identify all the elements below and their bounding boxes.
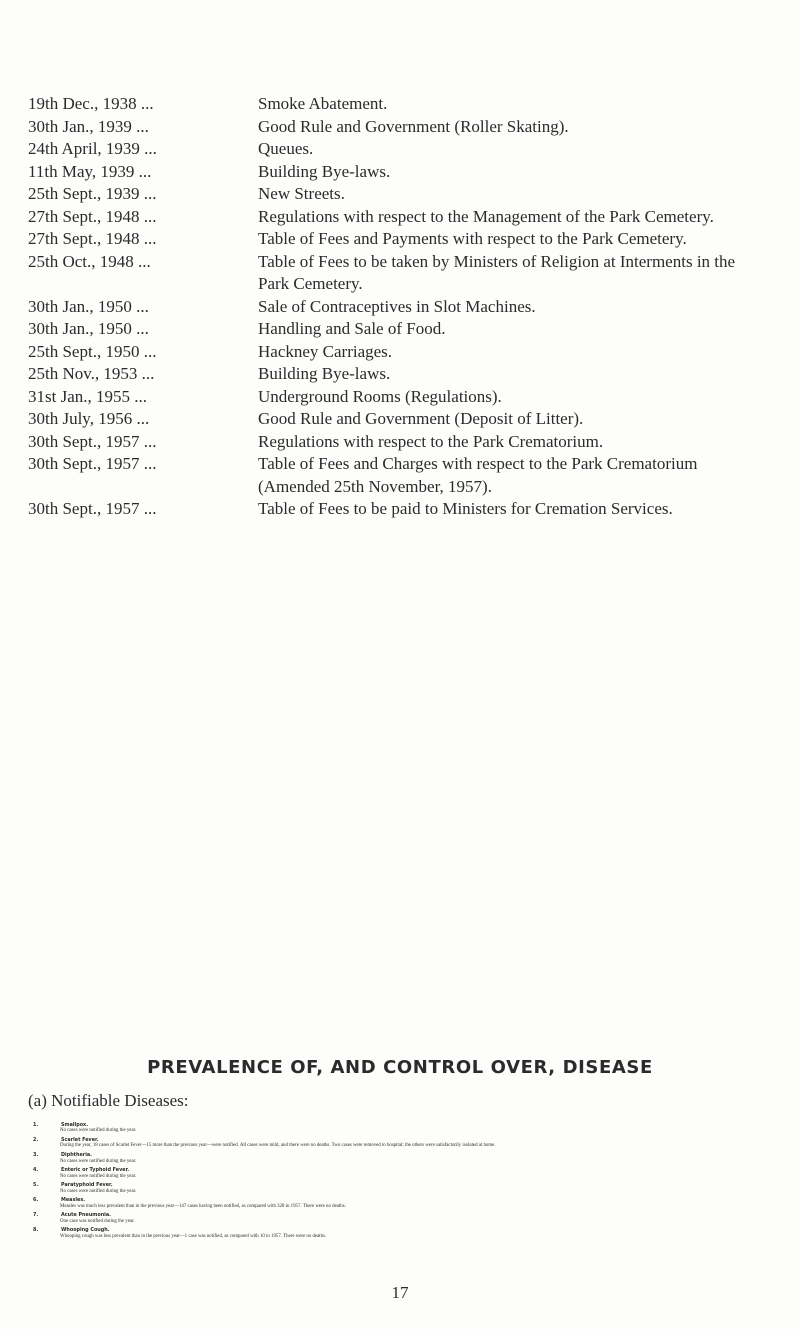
disease-entry bbox=[28, 1182, 773, 1195]
disease-text: No cases were notified during the year. bbox=[60, 1188, 137, 1194]
bylaw-date: 30th Jan., 1950 ... bbox=[28, 296, 149, 316]
bylaw-title: Regulations with respect to the Management of the Park Cemetery. bbox=[258, 206, 714, 226]
disease-text: Measles was much less prevalent than in the previous year—147 cases having been notified, as compared with 328 in 1957. There were no deaths. bbox=[60, 1203, 346, 1209]
bylaw-date: 24th April, 1939 ... bbox=[28, 139, 157, 158]
disease-entry bbox=[28, 1137, 773, 1150]
disease-name: Scarlet Fever. bbox=[61, 1137, 99, 1143]
bylaw-title: Handling and Sale of Food. bbox=[258, 319, 446, 338]
bylaw-date: 19th Dec., 1938 ... bbox=[28, 94, 154, 113]
bylaw-date: 27th Sept., 1948 ... bbox=[28, 206, 157, 226]
section-subheading: (a) Notifiable Diseases: bbox=[28, 1091, 189, 1110]
bylaw-row bbox=[28, 251, 768, 296]
disease-number: 5. bbox=[33, 1182, 39, 1189]
disease-text: No cases were notified during the year. bbox=[60, 1173, 137, 1179]
bylaw-row bbox=[28, 498, 768, 521]
disease-number: 1. bbox=[33, 1122, 39, 1128]
disease-name: Smallpox. bbox=[61, 1122, 89, 1128]
bylaw-row bbox=[28, 206, 768, 229]
bylaw-title: Underground Rooms (Regulations). bbox=[258, 386, 502, 406]
disease-name: Paratyphoid Fever. bbox=[61, 1182, 113, 1189]
disease-text: Whooping cough was less prevalent than in the previous year—1 case was notified, as compared with 10 in 1957. There were no deaths. bbox=[60, 1233, 327, 1239]
bylaw-title: Sale of Contraceptives in Slot Machines. bbox=[258, 296, 536, 316]
bylaw-date: 25th Oct., 1948 ... bbox=[28, 251, 151, 271]
disease-name: Diphtheria. bbox=[61, 1152, 93, 1159]
bylaw-title: Table of Fees and Charges with respect to the Park Crematorium (Amended 25th November, 1957). bbox=[258, 454, 698, 496]
bylaw-row bbox=[28, 93, 768, 116]
bylaw-row bbox=[28, 363, 768, 386]
bylaw-title: Building Bye-laws. bbox=[258, 161, 391, 181]
section-heading: PREVALENCE OF, AND CONTROL OVER, DISEASE bbox=[147, 1057, 653, 1078]
bylaw-date: 30th Sept., 1957 ... bbox=[28, 499, 157, 518]
bylaw-row bbox=[28, 183, 768, 206]
disease-text: No cases were notified during the year. bbox=[60, 1158, 137, 1164]
bylaw-row bbox=[28, 116, 768, 139]
bylaw-date: 30th Sept., 1957 ... bbox=[28, 454, 157, 473]
disease-entry bbox=[28, 1197, 773, 1210]
bylaw-date: 11th May, 1939 ... bbox=[28, 161, 152, 181]
bylaw-row bbox=[28, 408, 768, 431]
disease-entry bbox=[28, 1227, 773, 1240]
bylaw-row bbox=[28, 431, 768, 454]
bylaw-title: Table of Fees to be paid to Ministers for Cremation Services. bbox=[258, 499, 673, 518]
bylaw-title: Queues. bbox=[258, 139, 314, 158]
bylaw-row bbox=[28, 318, 768, 341]
bylaw-title: Table of Fees to be taken by Ministers of Religion at Interments in the Park Cemetery. bbox=[258, 251, 736, 293]
disease-number: 6. bbox=[33, 1197, 39, 1204]
bylaw-row bbox=[28, 228, 768, 251]
bylaw-title: Good Rule and Government (Roller Skating). bbox=[258, 116, 569, 136]
disease-name: Enteric or Typhoid Fever. bbox=[61, 1167, 130, 1174]
bylaw-date: 25th Sept., 1950 ... bbox=[28, 341, 157, 361]
disease-number: 2. bbox=[33, 1137, 39, 1143]
disease-name: Acute Pneumonia. bbox=[61, 1212, 111, 1219]
bylaw-date: 31st Jan., 1955 ... bbox=[28, 386, 147, 406]
bylaw-row bbox=[28, 296, 768, 319]
bylaw-date: 27th Sept., 1948 ... bbox=[28, 229, 157, 248]
disease-number: 3. bbox=[33, 1152, 39, 1159]
bylaws-list bbox=[28, 93, 768, 521]
bylaw-row bbox=[28, 386, 768, 409]
bylaw-date: 30th Jan., 1939 ... bbox=[28, 116, 149, 136]
disease-text: During the year, 18 cases of Scarlet Fever—15 more than the previous year—were notified. All cases were mild, and there were no deaths. Two cases were removed to hospital; the others were satisfactorily isolated at home. bbox=[60, 1143, 496, 1149]
bylaw-date: 25th Sept., 1939 ... bbox=[28, 184, 157, 203]
bylaw-row bbox=[28, 138, 768, 161]
disease-number: 8. bbox=[33, 1227, 39, 1234]
page-number: 17 bbox=[391, 1283, 409, 1302]
bylaw-row bbox=[28, 341, 768, 364]
bylaw-date: 30th Jan., 1950 ... bbox=[28, 319, 149, 338]
disease-number: 7. bbox=[33, 1212, 39, 1219]
disease-name: Measles. bbox=[61, 1197, 86, 1204]
bylaw-title: Hackney Carriages. bbox=[258, 341, 393, 361]
disease-entry bbox=[28, 1122, 773, 1135]
bylaw-title: Good Rule and Government (Deposit of Litter). bbox=[258, 409, 584, 428]
bylaw-row bbox=[28, 161, 768, 184]
bylaw-title: Smoke Abatement. bbox=[258, 94, 388, 113]
bylaw-title: New Streets. bbox=[258, 184, 345, 203]
bylaw-title: Building Bye-laws. bbox=[258, 364, 391, 383]
disease-entry bbox=[28, 1212, 773, 1225]
bylaw-date: 25th Nov., 1953 ... bbox=[28, 364, 155, 383]
bylaw-title: Regulations with respect to the Park Crematorium. bbox=[258, 431, 604, 451]
disease-entry bbox=[28, 1167, 773, 1180]
bylaw-row bbox=[28, 453, 768, 498]
disease-text: One case was notified during the year. bbox=[60, 1218, 135, 1224]
disease-text: No cases were notified during the year. bbox=[60, 1128, 137, 1134]
disease-name: Whooping Cough. bbox=[61, 1227, 110, 1234]
bylaw-title: Table of Fees and Payments with respect to the Park Cemetery. bbox=[258, 229, 687, 248]
disease-entry bbox=[28, 1152, 773, 1165]
disease-number: 4. bbox=[33, 1167, 39, 1174]
bylaw-date: 30th Sept., 1957 ... bbox=[28, 431, 157, 451]
bylaw-date: 30th July, 1956 ... bbox=[28, 409, 150, 428]
